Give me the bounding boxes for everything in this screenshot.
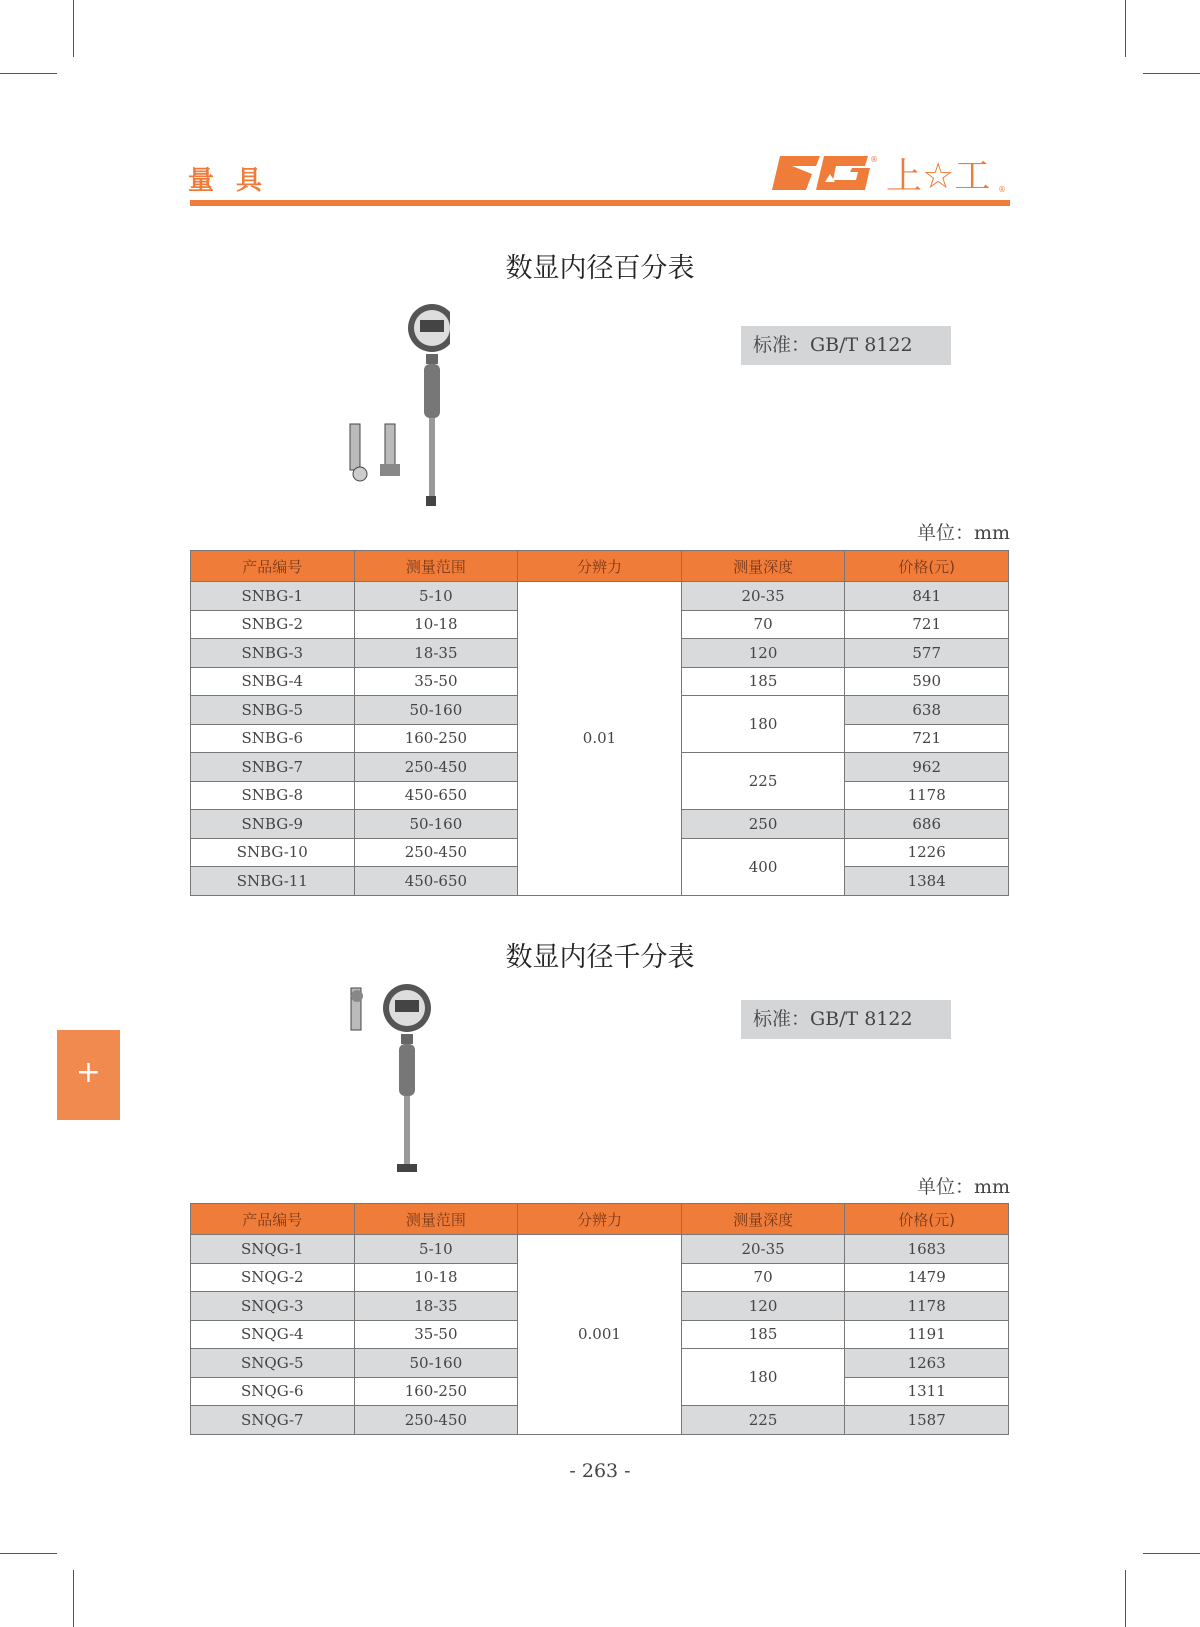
- price-cell: 1311: [845, 1377, 1009, 1406]
- range-cell: 35-50: [354, 667, 518, 696]
- depth-cell: 185: [681, 667, 845, 696]
- price-cell: 1191: [845, 1320, 1009, 1349]
- price-cell: 577: [845, 639, 1009, 668]
- crop-mark: [1125, 1570, 1126, 1627]
- unit-label: 单位：mm: [916, 1176, 1010, 1198]
- unit-label: 单位：mm: [916, 522, 1010, 544]
- range-cell: 5-10: [354, 1235, 518, 1264]
- category-title: 量具: [188, 166, 285, 196]
- price-cell: 721: [845, 610, 1009, 639]
- section-title: 数显内径百分表: [505, 253, 695, 284]
- product-code-cell: SNBG-11: [191, 867, 355, 896]
- table-header-row: [191, 1204, 1009, 1235]
- column-header: 测量深度: [681, 1204, 845, 1235]
- product-code-cell: SNQG-5: [191, 1349, 355, 1378]
- range-cell: 450-650: [354, 867, 518, 896]
- dial-bore-gauge-image: [340, 298, 450, 520]
- crop-mark: [1143, 1553, 1200, 1554]
- column-header: 测量范围: [354, 1204, 518, 1235]
- side-tab-plus[interactable]: +: [57, 1030, 120, 1120]
- price-cell: 1178: [845, 1292, 1009, 1321]
- price-cell: 1263: [845, 1349, 1009, 1378]
- column-header: 价格(元): [845, 551, 1009, 582]
- product-code-cell: SNBG-1: [191, 582, 355, 611]
- product-code-cell: SNBG-5: [191, 696, 355, 725]
- depth-cell: 20-35: [681, 1235, 845, 1264]
- product-code-cell: SNBG-3: [191, 639, 355, 668]
- product-table: [190, 1203, 1009, 1435]
- depth-cell: 120: [681, 639, 845, 668]
- column-header: 产品编号: [191, 551, 355, 582]
- range-cell: 10-18: [354, 1263, 518, 1292]
- depth-cell: 70: [681, 1263, 845, 1292]
- depth-cell: 185: [681, 1320, 845, 1349]
- depth-cell: 250: [681, 810, 845, 839]
- price-cell: 962: [845, 753, 1009, 782]
- product-table: [190, 550, 1009, 896]
- range-cell: 10-18: [354, 610, 518, 639]
- range-cell: 35-50: [354, 1320, 518, 1349]
- price-cell: 638: [845, 696, 1009, 725]
- price-cell: 1226: [845, 838, 1009, 867]
- column-header: 分辨力: [518, 1204, 682, 1235]
- product-code-cell: SNBG-2: [191, 610, 355, 639]
- price-cell: 1384: [845, 867, 1009, 896]
- svg-text:®: ®: [998, 185, 1006, 194]
- column-header: 测量深度: [681, 551, 845, 582]
- product-code-cell: SNBG-9: [191, 810, 355, 839]
- range-cell: 50-160: [354, 1349, 518, 1378]
- price-cell: 1587: [845, 1406, 1009, 1435]
- table-row: [191, 1235, 1009, 1264]
- crop-mark: [1125, 0, 1126, 57]
- table-header-row: [191, 551, 1009, 582]
- depth-cell: 225: [681, 1406, 845, 1435]
- crop-mark: [0, 1553, 57, 1554]
- standard-label: 标准：GB/T 8122: [741, 1000, 951, 1039]
- product-code-cell: SNQG-6: [191, 1377, 355, 1406]
- crop-mark: [1143, 73, 1200, 74]
- product-code-cell: SNQG-7: [191, 1406, 355, 1435]
- product-code-cell: SNBG-7: [191, 753, 355, 782]
- price-cell: 686: [845, 810, 1009, 839]
- depth-cell: 120: [681, 1292, 845, 1321]
- range-cell: 50-160: [354, 810, 518, 839]
- range-cell: 250-450: [354, 753, 518, 782]
- column-header: 价格(元): [845, 1204, 1009, 1235]
- table-row: [191, 582, 1009, 611]
- product-code-cell: SNBG-8: [191, 781, 355, 810]
- product-code-cell: SNBG-10: [191, 838, 355, 867]
- resolution-cell: 0.01: [518, 582, 682, 896]
- price-cell: 721: [845, 724, 1009, 753]
- range-cell: 5-10: [354, 582, 518, 611]
- depth-cell: 20-35: [681, 582, 845, 611]
- standard-label: 标准：GB/T 8122: [741, 326, 951, 365]
- resolution-cell: 0.001: [518, 1235, 682, 1435]
- dial-bore-gauge-image: [345, 978, 455, 1188]
- product-code-cell: SNBG-6: [191, 724, 355, 753]
- depth-cell: 400: [681, 838, 845, 895]
- price-cell: 841: [845, 582, 1009, 611]
- svg-text:®: ®: [870, 155, 878, 164]
- range-cell: 18-35: [354, 639, 518, 668]
- column-header: 测量范围: [354, 551, 518, 582]
- price-cell: 1479: [845, 1263, 1009, 1292]
- header-rule: [190, 200, 1010, 206]
- depth-cell: 225: [681, 753, 845, 810]
- page-number: - 263 -: [569, 1460, 631, 1482]
- svg-text:上☆工: 上☆工: [886, 156, 991, 194]
- product-code-cell: SNQG-1: [191, 1235, 355, 1264]
- product-code-cell: SNQG-2: [191, 1263, 355, 1292]
- range-cell: 18-35: [354, 1292, 518, 1321]
- depth-cell: 180: [681, 696, 845, 753]
- range-cell: 160-250: [354, 1377, 518, 1406]
- range-cell: 50-160: [354, 696, 518, 725]
- crop-mark: [73, 0, 74, 57]
- column-header: 产品编号: [191, 1204, 355, 1235]
- range-cell: 250-450: [354, 1406, 518, 1435]
- price-cell: 1683: [845, 1235, 1009, 1264]
- column-header: 分辨力: [518, 551, 682, 582]
- depth-cell: 180: [681, 1349, 845, 1406]
- range-cell: 250-450: [354, 838, 518, 867]
- crop-mark: [0, 73, 57, 74]
- product-code-cell: SNQG-4: [191, 1320, 355, 1349]
- product-code-cell: SNBG-4: [191, 667, 355, 696]
- price-cell: 590: [845, 667, 1009, 696]
- section-title: 数显内径千分表: [505, 942, 695, 973]
- range-cell: 160-250: [354, 724, 518, 753]
- price-cell: 1178: [845, 781, 1009, 810]
- brand-logo: [770, 150, 1010, 194]
- product-code-cell: SNQG-3: [191, 1292, 355, 1321]
- crop-mark: [73, 1570, 74, 1627]
- range-cell: 450-650: [354, 781, 518, 810]
- depth-cell: 70: [681, 610, 845, 639]
